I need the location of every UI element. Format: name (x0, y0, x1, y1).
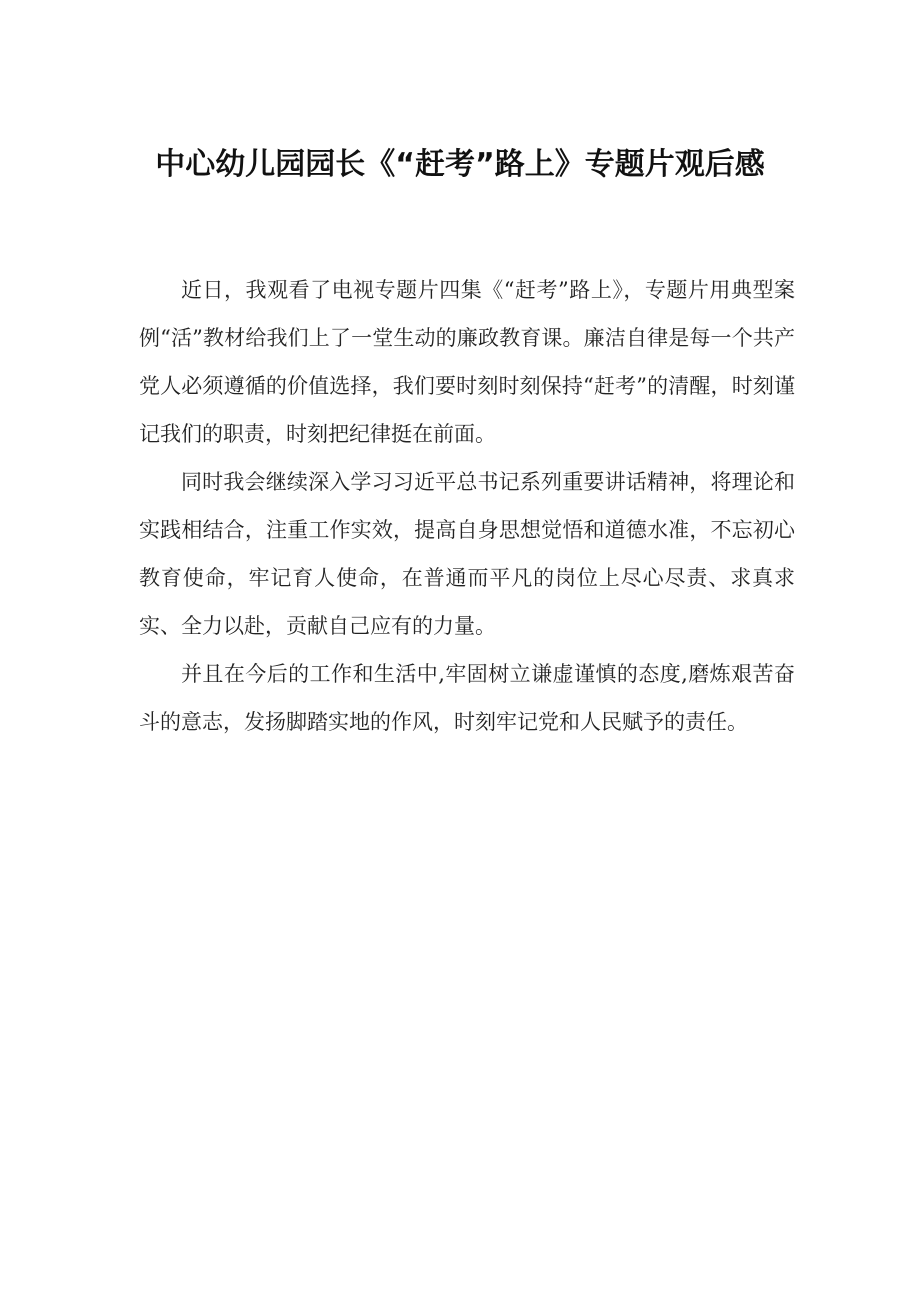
document-title: 中心幼儿园园长《“赶考”路上》专题片观后感 (155, 147, 765, 182)
document-body (139, 266, 795, 746)
paragraph-2: 同时我会继续深入学习习近平总书记系列重要讲话精神，将理论和实践相结合，注重工作实效，提高自身思想觉悟和道德水准，不忘初心教育使命，牢记育人使命，在普通而平凡的岗位上尽心尽责、求真求实、全力以赴，贡献自己应有的力量。 (139, 470, 795, 638)
paragraph-1: 近日，我观看了电视专题片四集《“赶考”路上》，专题片用典型案例“活”教材给我们上了一堂生动的廉政教育课。廉洁自律是每一个共产党人必须遵循的价值选择，我们要时刻时刻保持“赶考”的清醒，时刻谨记我们的职责，时刻把纪律挺在前面。 (139, 278, 795, 446)
paragraph-3: 并且在今后的工作和生活中,牢固树立谦虚谨慎的态度,磨炼艰苦奋斗的意志，发扬脚踏实地的作风，时刻牢记党和人民赋予的责任。 (139, 662, 795, 734)
